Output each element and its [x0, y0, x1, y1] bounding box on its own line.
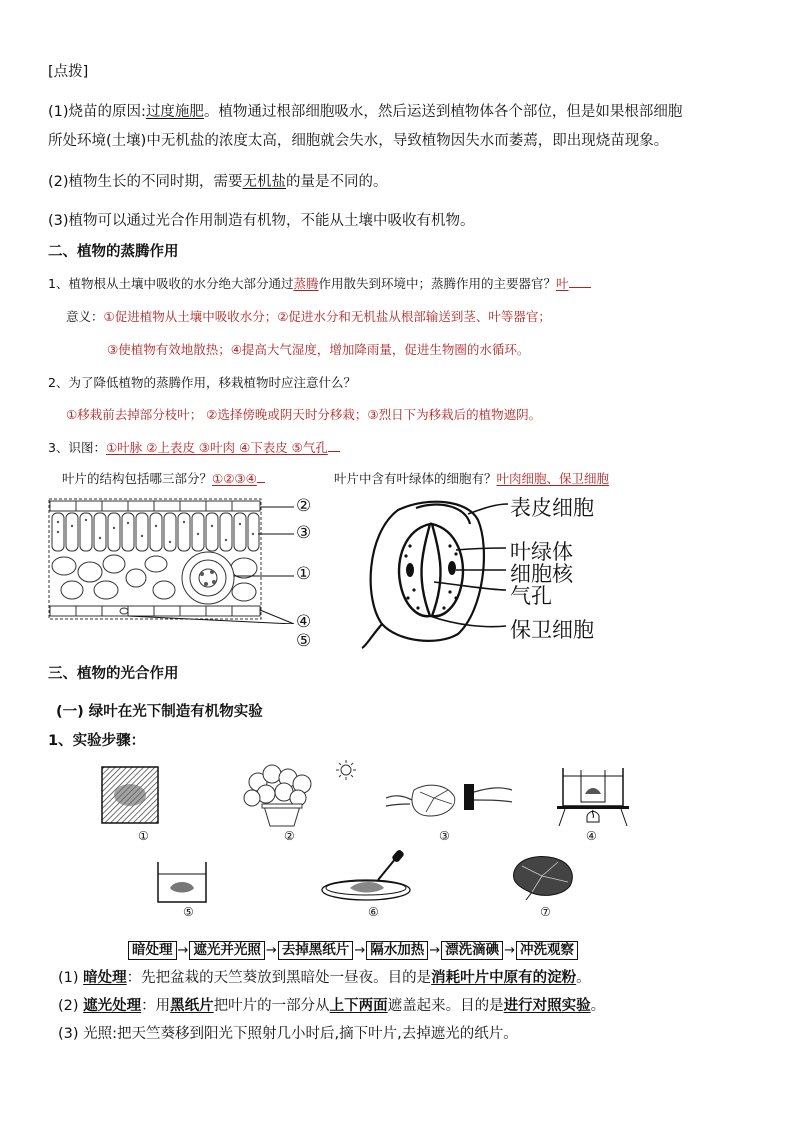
flow-step-water-bath: 隔水加热 [366, 941, 428, 960]
step-1-caption: ① [138, 829, 149, 843]
leaf-cross-section-drawing [48, 498, 320, 624]
leaf-label-4: ④ [296, 612, 312, 632]
leaf-label-1: ① [296, 564, 312, 584]
step-1-text: (1) 暗处理：先把盆栽的天竺葵放到黑暗处一昼夜。目的是消耗叶片中原有的淀粉。 [58, 970, 591, 986]
flow-step-rinse-iodine: 漂洗滴碘 [441, 941, 503, 960]
step-7-leaf-result-illustration [508, 852, 578, 902]
step-3-caption: ③ [439, 829, 450, 843]
step-2-plant-sun-illustration [238, 760, 358, 828]
steps-title: 1、实验步骤： [48, 733, 146, 749]
section-2-title: 二、植物的蒸腾作用 [48, 244, 179, 260]
question-1: 1、植物根从土壤中吸收的水分绝大部分通过蒸腾作用散失到环境中；蒸腾作用的主要器官？叶 [48, 274, 591, 292]
flow-step-wash-observe: 冲洗观察 [516, 941, 578, 960]
hint-label: [点拨] [48, 64, 89, 80]
step-4-caption: ④ [586, 829, 597, 843]
step-6-caption: ⑥ [368, 905, 379, 919]
flow-step-shade-and-light: 遮光并光照 [189, 941, 265, 960]
stoma-label-nucleus: 细胞核 [510, 562, 573, 586]
para-2: (2)植物生长的不同时期，需要无机盐的量是不同的。 [48, 174, 388, 190]
meaning-line-1: 意义：①促进植物从土壤中吸收水分；②促进水分和无机盐从根部输送到茎、叶等器官； [66, 309, 551, 324]
question-3: 3、识图：①叶脉 ②上表皮 ③叶肉 ④下表皮 ⑤气孔 [48, 438, 340, 456]
step-5-beaker-illustration [154, 860, 210, 906]
step-7-caption: ⑦ [540, 905, 551, 919]
leaf-cross-section-figure [48, 496, 320, 632]
para-3: (3)植物可以通过光合作用制造有机物，不能从土壤中吸收有机物。 [48, 213, 475, 229]
meaning-line-2: ③使植物有效地散热；④提高大气湿度，增加降雨量，促进生物圈的水循环。 [107, 342, 530, 357]
step-3-text: (3) 光照:把天竺葵移到阳光下照射几小时后,摘下叶片,去掉遮光的纸片。 [58, 1026, 518, 1042]
para-1-line-1: (1)烧苗的原因:过度施肥。植物通过根部细胞吸水，然后运送到植物体各个部位，但是如果根部细胞 [48, 104, 683, 120]
question-4-left: 叶片的结构包括哪三部分？①②③④ [62, 469, 265, 487]
step-3-remove-paper-illustration [384, 776, 514, 826]
question-2: 2、为了降低植物的蒸腾作用，移栽植物时应注意什么？ [48, 375, 356, 390]
question-4-right: 叶片中含有叶绿体的细胞有？叶肉细胞、保卫细胞 [334, 471, 610, 486]
flow-step-remove-paper: 去掉黑纸片 [278, 941, 354, 960]
flow-arrow-icon: → [354, 943, 366, 958]
para-1-line-2: 所处环境(土壤)中无机盐的浓度太高，细胞就会失水，导致植物因失水而萎蔫，即出现烧苗现象。 [48, 133, 669, 149]
stoma-label-epidermal-cell: 表皮细胞 [510, 496, 594, 520]
section-3-title: 三、植物的光合作用 [48, 666, 179, 682]
stoma-figure [358, 490, 618, 650]
leaf-label-3: ③ [296, 523, 312, 543]
flow-step-dark-treatment: 暗处理 [128, 941, 177, 960]
procedure-flow [128, 939, 578, 960]
leaf-label-2: ② [296, 496, 312, 516]
leaf-label-5: ⑤ [296, 631, 312, 651]
step-2-caption: ② [284, 829, 295, 843]
step-5-caption: ⑤ [183, 905, 194, 919]
flow-arrow-icon: → [504, 943, 516, 958]
stoma-label-chloroplast: 叶绿体 [510, 540, 573, 564]
stoma-label-stoma: 气孔 [510, 584, 552, 608]
stoma-label-guard-cell: 保卫细胞 [510, 618, 594, 642]
flow-arrow-icon: → [429, 943, 441, 958]
step-1-dark-box-illustration [100, 765, 160, 825]
step-4-water-bath-illustration [555, 764, 631, 828]
step-2-text: (2) 遮光处理：用黑纸片把叶片的一部分从上下两面遮盖起来。目的是进行对照实验。 [58, 998, 606, 1014]
step-6-iodine-dropper-illustration [318, 848, 418, 904]
flow-arrow-icon: → [177, 943, 189, 958]
subsection-1-title: (一) 绿叶在光下制造有机物实验 [56, 704, 263, 720]
flow-arrow-icon: → [265, 943, 277, 958]
answer-2: ①移栽前去掉部分枝叶； ②选择傍晚或阴天时分移栽；③烈日下为移栽后的植物遮阴。 [66, 407, 542, 422]
